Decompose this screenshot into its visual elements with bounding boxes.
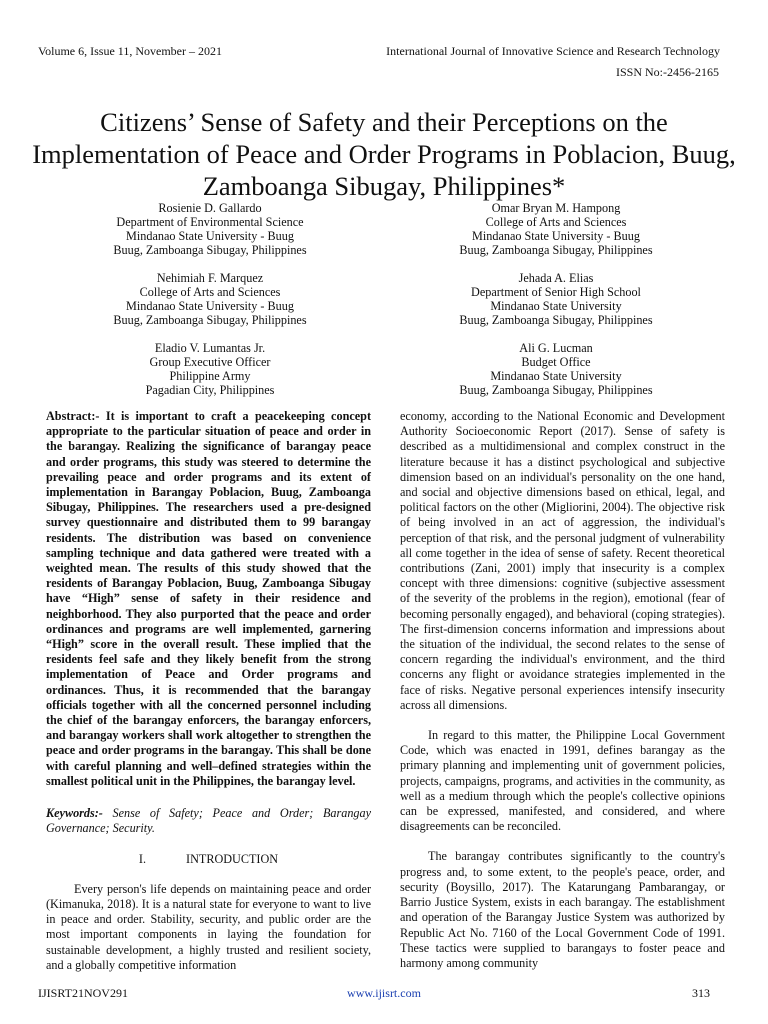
author-name: Ali G. Lucman	[519, 341, 593, 355]
author-affiliation: Mindanao State University	[490, 299, 622, 313]
author-name: Jehada A. Elias	[518, 271, 594, 285]
author-block	[416, 341, 696, 397]
author-affiliation: College of Arts and Sciences	[139, 285, 281, 299]
right-column	[400, 409, 725, 971]
body-paragraph: In regard to this matter, the Philippine Local Government Code, which was enacted in 1991, defines barangay as the primary planning and implementing unit of government policies, projects, campaigns, programs, and activities in the community, as well as a medium through which the people's collective opinions can be expressed, manifested, and considered, and where disagreements can be reconciled.	[400, 728, 725, 834]
keywords-text: Sense of Safety; Peace and Order; Barangay Governance; Security.	[46, 806, 372, 836]
author-block	[70, 201, 350, 257]
author-block	[416, 201, 696, 257]
author-affiliation: Mindanao State University - Buug	[126, 299, 294, 313]
author-affiliation: Mindanao State University - Buug	[126, 229, 294, 243]
journal-name: International Journal of Innovative Science and Research Technology	[386, 44, 720, 58]
author-affiliation: Buug, Zamboanga Sibugay, Philippines	[113, 313, 307, 327]
author-block	[70, 341, 350, 397]
author-affiliation: Buug, Zamboanga Sibugay, Philippines	[459, 313, 653, 327]
keywords	[46, 806, 371, 836]
section-title: INTRODUCTION	[186, 852, 279, 867]
author-affiliation: Pagadian City, Philippines	[145, 383, 275, 397]
issn: ISSN No:-2456-2165	[615, 65, 719, 79]
intro-paragraph: Every person's life depends on maintaining peace and order (Kimanuka, 2018). It is a natural state for everyone to want to live in peace and order. Stability, security, and public order are the most important components in laying the foundation for sustainable development, a highly trusted and resilient society, and a globally competitive information	[46, 881, 371, 972]
author-affiliation: Department of Senior High School	[471, 285, 641, 299]
author-affiliation: Philippine Army	[169, 369, 251, 383]
body-paragraph: The barangay contributes significantly to the country's progress and, to some extent, to the people's peace, order, and security (Boysillo, 2017). The Katarungang Pambarangay, or Barrio Justice System, exists in each barangay. The establishment and operation of the Barangay Justice System was authorized by Republic Act No. 7160 of the Local Government Code of 1991. These tactics were supplied to barangays to foster peace and harmony among community	[400, 849, 725, 970]
author-affiliation: Buug, Zamboanga Sibugay, Philippines	[459, 383, 653, 397]
author-affiliation: Buug, Zamboanga Sibugay, Philippines	[459, 243, 653, 257]
body-paragraph: economy, according to the National Economic and Development Authority Socioeconomic Report (2017). Sense of safety is described as a multidimensional and complex construct in the literature because it has a distinct psychological and subjective dimension based on an individual's personality on the one hand, and social and objective dimensions based on ethical, legal, and political factors on the other (Migliorini, 2004). The objective risk of being involved in an act of aggression, the individual's perception of that risk, and the personal judgment of vulnerability all come together in the idea of sense of safety. Recent theoretical contributions (Zani, 2001) imply that insecurity is a complex concept with three dimensions: cognitive (subjective assessment of the severity of the problems in the region), emotional (fear of becoming personally engaged), and behavioral (coping strategies). The first-dimension concerns information and impressions about the situation of the individual, the second relates to the sense of concern regarding the individual's environment, and the third concerns any flight or avoidance strategies implemented in the face of risks. Negative personal experiences intensify insecurity across all dimensions.	[400, 409, 725, 712]
author-affiliation: Group Executive Officer	[149, 355, 271, 369]
author-affiliation: Mindanao State University	[490, 369, 622, 383]
author-block	[416, 271, 696, 327]
author-block	[70, 271, 350, 327]
author-name: Nehimiah F. Marquez	[156, 271, 264, 285]
section-heading	[46, 852, 371, 867]
author-affiliation: Budget Office	[521, 355, 591, 369]
journal-volume: Volume 6, Issue 11, November – 2021	[38, 44, 222, 58]
author-name: Rosienie D. Gallardo	[158, 201, 262, 215]
footer-paper-code: IJISRT21NOV291	[38, 986, 128, 1000]
left-column	[46, 409, 371, 973]
author-affiliation: Mindanao State University - Buug	[472, 229, 640, 243]
author-affiliation: Buug, Zamboanga Sibugay, Philippines	[113, 243, 307, 257]
keywords-label: Keywords:-	[46, 806, 103, 821]
author-affiliation: College of Arts and Sciences	[485, 215, 627, 229]
author-affiliation: Department of Environmental Science	[116, 215, 304, 229]
author-name: Omar Bryan M. Hampong	[491, 201, 621, 215]
paper-title: Citizens’ Sense of Safety and their Perceptions on the Implementation of Peace and Order Programs in Poblacion, Buug, Zamboanga Sibugay, Philippines*	[32, 106, 736, 201]
section-number: I.	[138, 852, 147, 867]
abstract: Abstract:- It is important to craft a peacekeeping concept appropriate to the particular situation of peace and order in the barangay. Realizing the significance of barangay peace and order programs, this study was steered to determine the prevailing peace and order programs and its extent of implementation in Barangay Poblacion, Buug, Zamboanga Sibugay, Philippines. The researchers used a pre-designed survey questionnaire and distributed them to 99 barangay residents. The distribution was based on convenience sampling technique and data gathered were treated with a weighted mean. The results of this study showed that the residents of Barangay Poblacion, Buug, Zamboanga Sibugay have “High” sense of safety in their residence and neighborhood. They also purported that the peace and order ordinances and programs are well implemented, garnering “High” score in the overall result. These implied that the residents feel safe and they likely benefit from the strong implementation of Peace and Order programs and ordinances. Thus, it is recommended that the barangay officials together with all the concerned personnel including the chief of the barangay enforcers, the barangay enforcers, and barangay workers shall work altogether to strengthen the peace and order programs in the barangay. This shall be done with careful planning and well–defined strategies within the smallest political unit in the Philippines, the barangay level.	[46, 409, 371, 788]
page-number: 313	[692, 986, 710, 1000]
author-name: Eladio V. Lumantas Jr.	[154, 341, 266, 355]
footer-website-link[interactable]: www.ijisrt.com	[347, 986, 421, 1000]
